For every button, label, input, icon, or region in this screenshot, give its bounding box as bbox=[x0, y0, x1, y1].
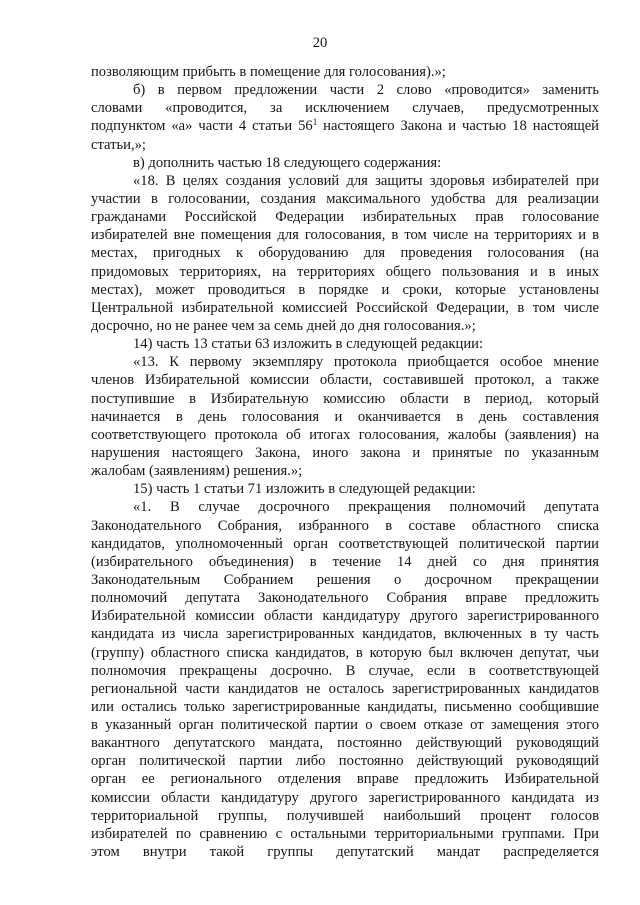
text-line: начинается в день голосования и оканчивается в день составления bbox=[91, 408, 599, 425]
text-line: избирателей вне помещения для голосования, в том числе на территориях и в bbox=[91, 227, 599, 244]
text-line: (избирательного объединения) в течение 14 дней со дня принятия bbox=[91, 553, 599, 570]
text-line: Законодательным Собранием решения о досрочном прекращении bbox=[91, 571, 599, 588]
text-line: избирателей по сравнению с остальными территориальными группами. При bbox=[91, 825, 599, 842]
text-line: статьи,»; bbox=[91, 136, 146, 153]
text-line: соответствующего протокола об итогах голосования, жалобы (заявления) на bbox=[91, 426, 599, 443]
text-line: полномочия прекращены досрочно. В случае, если в соответствующей bbox=[91, 662, 599, 679]
text-line: Избирательной комиссии области кандидатуру другого зарегистрированного bbox=[91, 608, 599, 625]
text-line bbox=[91, 117, 599, 135]
text-line: членов Избирательной комиссии области, составившей протокол, а также bbox=[91, 372, 599, 389]
text-line: орган политической партии либо постоянно действующий руководящий bbox=[91, 753, 599, 770]
text-line: б) в первом предложении части 2 слово «проводится» заменить bbox=[133, 82, 599, 99]
text-line: полномочий депутата Законодательного Собрания вправе предложить bbox=[91, 590, 599, 607]
text-line: 15) часть 1 статьи 71 изложить в следующей редакции: bbox=[133, 481, 476, 498]
text-line: «1. В случае досрочного прекращения полномочий депутата bbox=[133, 499, 599, 516]
text-line: участии в голосовании, создания максимального удобства для реализации bbox=[91, 190, 599, 207]
text-line: местах), может проводиться в порядке и сроки, которые установлены bbox=[91, 281, 599, 298]
text-line: «18. В целях создания условий для защиты здоровья избирателей при bbox=[133, 172, 599, 189]
text-line: придомовых территориях, на территориях общего пользования и в иных bbox=[91, 263, 599, 280]
text-line: гражданами Российской Федерации избирательных прав голосование bbox=[91, 209, 599, 226]
text-line: комиссии области кандидатуру другого зарегистрированного кандидата из bbox=[91, 789, 599, 806]
text-line: досрочно, но не ранее чем за семь дней до дня голосования.»; bbox=[91, 317, 476, 334]
text-line: нарушения настоящего Закона, иного закона и принятые по указанным bbox=[91, 444, 599, 461]
text-line: словами «проводится, за исключением случаев, предусмотренных bbox=[91, 100, 599, 117]
text-line: в указанный орган политической партии о своем отказе от замещения этого bbox=[91, 717, 599, 734]
text-line: орган ее регионального отделения вправе предложить Избирательной bbox=[91, 771, 599, 788]
text-line: или остались только зарегистрированные кандидаты, письменно сообщившие bbox=[91, 698, 599, 715]
text-line: местах, пригодных к оборудованию для проведения голосования (на bbox=[91, 245, 599, 262]
body-text bbox=[91, 63, 599, 861]
text-line: вакантного депутатского мандата, постоянно действующий руководящий bbox=[91, 735, 599, 752]
text-line: жалобам (заявлениям) решения.»; bbox=[91, 463, 303, 480]
text-line: позволяющим прибыть в помещение для голосования).»; bbox=[91, 64, 446, 80]
footnote-superscript: 1 bbox=[312, 117, 318, 128]
text-line: территориальной группы, получившей наибольший процент голосов bbox=[91, 807, 599, 824]
text-line: кандидата из числа зарегистрированных кандидатов, включенных в ту часть bbox=[91, 626, 599, 643]
text-line: этом внутри такой группы депутатский мандат распределяется bbox=[91, 844, 599, 861]
text-line: (группу) областного списка кандидатов, в которую был включен депутат, чьи bbox=[91, 644, 599, 661]
text-line: поступившие в Избирательную комиссию области в период, который bbox=[91, 390, 599, 407]
text-segment: подпунктом «а» части 4 статьи 56 bbox=[91, 118, 313, 135]
text-line: кандидатов, уполномоченный орган соответствующей политической партии bbox=[91, 535, 599, 552]
text-segment: настоящего Закона и частью 18 настоящей bbox=[317, 118, 599, 135]
text-line: региональной части кандидатов не осталось зарегистрированных кандидатов bbox=[91, 680, 599, 697]
text-line: 14) часть 13 статьи 63 изложить в следующей редакции: bbox=[133, 336, 483, 353]
page-number: 20 bbox=[312, 35, 328, 51]
text-line: Законодательного Собрания, избранного в составе областного списка bbox=[91, 517, 599, 534]
text-line: Центральной избирательной комиссией Российской Федерации, в том числе bbox=[91, 299, 599, 316]
text-line: «13. К первому экземпляру протокола приобщается особое мнение bbox=[133, 354, 599, 371]
text-line: в) дополнить частью 18 следующего содержания: bbox=[133, 154, 442, 171]
